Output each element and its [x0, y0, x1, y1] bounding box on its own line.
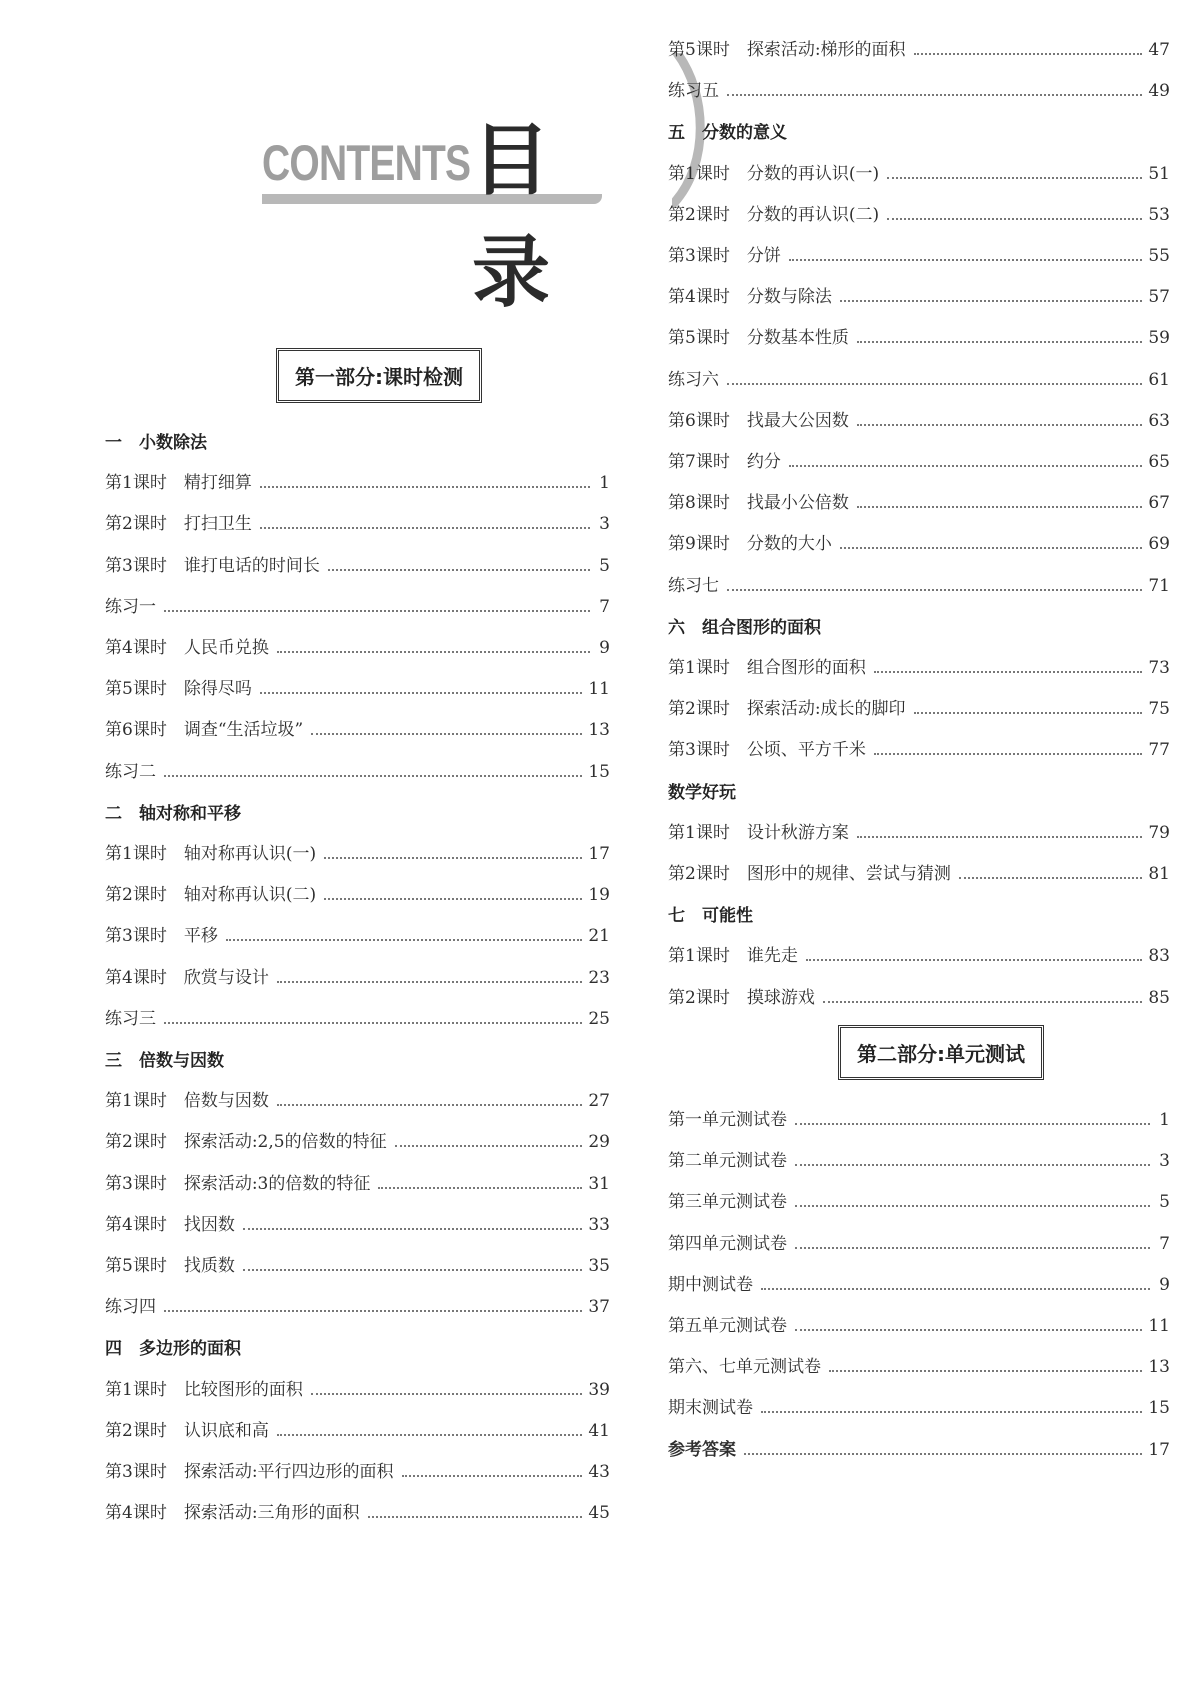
dot-leader — [164, 1022, 582, 1024]
toc-entry[interactable] — [668, 942, 1170, 966]
unit-title: 七 可能性 — [668, 906, 753, 927]
toc-entry-page: 37 — [588, 1297, 610, 1318]
toc-entry-page: 61 — [1148, 369, 1170, 390]
dot-leader — [277, 1104, 583, 1106]
dot-leader — [887, 218, 1142, 220]
toc-entry-page: 1 — [599, 473, 610, 494]
toc-entry-page: 19 — [588, 885, 610, 906]
toc-entry-label: 第1课时 组合图形的面积 — [668, 658, 866, 678]
toc-entry-page: 29 — [588, 1132, 610, 1153]
dot-leader — [789, 259, 1143, 261]
toc-entry-page: 1 — [1159, 1110, 1170, 1130]
toc-entry[interactable] — [668, 36, 1170, 60]
toc-entry-page: 57 — [1148, 287, 1170, 308]
toc-entry[interactable] — [668, 1436, 1170, 1460]
toc-entry[interactable] — [668, 695, 1170, 719]
toc-entry-label: 第3课时 分饼 — [668, 246, 781, 266]
toc-entry[interactable] — [105, 1293, 610, 1317]
toc-entry-label: 第1课时 设计秋游方案 — [668, 822, 849, 843]
dot-leader — [874, 671, 1143, 673]
dot-leader — [395, 1145, 583, 1147]
toc-entry-label: 练习一 — [105, 596, 156, 617]
toc-entry[interactable] — [105, 758, 610, 782]
toc-entry-page: 81 — [1148, 864, 1170, 884]
toc-entry-label: 第5课时 除得尽吗 — [105, 679, 252, 700]
toc-entry-label: 第2课时 探索活动:2,5的倍数的特征 — [105, 1132, 387, 1153]
toc-entry[interactable] — [105, 1458, 610, 1482]
toc-entry[interactable] — [668, 366, 1170, 390]
toc-entry-label: 第3课时 公顷、平方千米 — [668, 740, 866, 761]
toc-entry-page: 67 — [1148, 493, 1170, 514]
toc-entry-label: 第1课时 精打细算 — [105, 473, 252, 494]
toc-entry-label: 第3课时 谁打电话的时间长 — [105, 555, 320, 576]
toc-entry-label: 第四单元测试卷 — [668, 1233, 787, 1254]
dot-leader — [378, 1187, 582, 1189]
toc-entry-page: 35 — [588, 1256, 610, 1276]
toc-entry-label: 第4课时 分数与除法 — [668, 287, 832, 308]
unit-title: 二 轴对称和平移 — [105, 803, 241, 824]
toc-entry-page: 9 — [1159, 1274, 1170, 1295]
toc-entry-label: 第一单元测试卷 — [668, 1110, 787, 1130]
toc-entry[interactable] — [105, 634, 610, 658]
toc-entry[interactable] — [668, 1230, 1170, 1254]
dot-leader — [402, 1475, 583, 1477]
unit-title: 五 分数的意义 — [668, 123, 787, 144]
dot-leader — [277, 651, 590, 653]
toc-entry-page: 5 — [599, 555, 610, 576]
toc-entry[interactable] — [105, 881, 610, 905]
toc-entry-page: 5 — [1159, 1192, 1170, 1213]
toc-entry-page: 23 — [588, 967, 610, 988]
toc-entry-page: 75 — [1148, 699, 1170, 720]
toc-entry-page: 33 — [588, 1214, 610, 1235]
toc-entry-label: 第2课时 探索活动:成长的脚印 — [668, 699, 906, 720]
toc-entry-label: 第2课时 摸球游戏 — [668, 987, 815, 1008]
toc-entry-page: 7 — [1159, 1233, 1170, 1254]
toc-entry-label: 第3课时 平移 — [105, 926, 218, 947]
toc-entry-page: 17 — [588, 844, 610, 864]
toc-entry-label: 第2课时 打扫卫生 — [105, 514, 252, 535]
toc-entry-label: 第三单元测试卷 — [668, 1192, 787, 1213]
toc-entry[interactable] — [105, 1170, 610, 1194]
toc-entry[interactable] — [668, 1353, 1170, 1377]
toc-entry[interactable] — [105, 964, 610, 988]
dot-leader — [914, 712, 1143, 714]
toc-entry-page: 65 — [1148, 452, 1170, 472]
dot-leader — [243, 1228, 583, 1230]
toc-entry-page: 59 — [1148, 328, 1170, 349]
toc-entry-label: 第7课时 约分 — [668, 452, 781, 472]
toc-entry-page: 9 — [599, 638, 610, 658]
toc-entry-label: 第5课时 找质数 — [105, 1256, 235, 1276]
toc-entry-page: 3 — [1159, 1151, 1170, 1172]
toc-entry-page: 51 — [1148, 163, 1170, 184]
dot-leader — [164, 610, 590, 612]
dot-leader — [277, 981, 583, 983]
toc-entry[interactable] — [105, 1005, 610, 1029]
unit-title: 数学好玩 — [668, 782, 736, 803]
toc-entry[interactable] — [105, 552, 610, 576]
toc-entry-label: 第2课时 认识底和高 — [105, 1420, 269, 1441]
toc-entry[interactable] — [105, 675, 610, 699]
dot-leader — [914, 53, 1143, 55]
toc-entry-page: 41 — [588, 1420, 610, 1441]
toc-entry-label: 期末测试卷 — [668, 1398, 753, 1419]
dot-leader — [744, 1453, 1142, 1455]
toc-entry-label: 第5课时 分数基本性质 — [668, 328, 849, 349]
contents-header — [262, 48, 612, 318]
dot-leader — [761, 1288, 1150, 1290]
toc-entry-page: 85 — [1148, 987, 1170, 1008]
unit-title: 六 组合图形的面积 — [668, 617, 821, 638]
toc-entry-label: 第2课时 图形中的规律、尝试与猜测 — [668, 864, 951, 884]
toc-entry[interactable] — [668, 1394, 1170, 1418]
dot-leader — [823, 1001, 1143, 1003]
toc-entry-page: 15 — [1148, 1398, 1170, 1419]
toc-entry-page: 55 — [1148, 246, 1170, 266]
toc-entry[interactable] — [668, 283, 1170, 307]
toc-entry[interactable] — [105, 1417, 610, 1441]
toc-entry-page: 15 — [588, 761, 610, 782]
toc-entry-page: 13 — [1148, 1357, 1170, 1378]
dot-leader — [226, 939, 583, 941]
toc-entry-page: 39 — [588, 1379, 610, 1400]
dot-leader — [806, 959, 1143, 961]
toc-entry-label: 第五单元测试卷 — [668, 1316, 787, 1336]
toc-entry-page: 69 — [1148, 534, 1170, 555]
toc-entry[interactable] — [668, 77, 1170, 101]
toc-entry-label: 第1课时 比较图形的面积 — [105, 1379, 303, 1400]
toc-entry-label: 第二单元测试卷 — [668, 1151, 787, 1172]
dot-leader — [368, 1516, 583, 1518]
toc-entry[interactable] — [668, 530, 1170, 554]
toc-entry[interactable] — [105, 1376, 610, 1400]
toc-entry[interactable] — [668, 324, 1170, 348]
dot-leader — [795, 1329, 1142, 1331]
dot-leader — [857, 424, 1143, 426]
toc-entry-label: 练习三 — [105, 1008, 156, 1029]
toc-entry-label: 第2课时 分数的再认识(二) — [668, 204, 880, 225]
toc-entry-label: 第4课时 欣赏与设计 — [105, 967, 269, 988]
toc-entry-page: 17 — [1148, 1439, 1170, 1460]
toc-entry[interactable] — [668, 572, 1170, 596]
toc-entry[interactable] — [668, 1312, 1170, 1336]
dot-leader — [164, 1310, 582, 1312]
toc-entry-page: 79 — [1148, 822, 1170, 843]
dot-leader — [727, 589, 1142, 591]
dot-leader — [829, 1370, 1142, 1372]
toc-entry[interactable] — [668, 819, 1170, 843]
toc-entry-page: 11 — [1148, 1316, 1170, 1336]
toc-entry[interactable] — [668, 448, 1170, 472]
toc-entry[interactable] — [105, 1211, 610, 1235]
toc-entry-label: 练习四 — [105, 1297, 156, 1318]
dot-leader — [260, 486, 590, 488]
toc-entry-page: 73 — [1148, 658, 1170, 678]
dot-leader — [789, 465, 1143, 467]
toc-entry[interactable] — [105, 510, 610, 534]
dot-leader — [959, 877, 1143, 879]
toc-entry-label: 第4课时 探索活动:三角形的面积 — [105, 1503, 360, 1524]
toc-entry[interactable] — [668, 201, 1170, 225]
toc-entry-label: 第8课时 找最小公倍数 — [668, 493, 849, 514]
dot-leader — [260, 692, 583, 694]
toc-entry-label: 第6课时 调查“生活垃圾” — [105, 720, 304, 741]
header-chinese-title: 目录 — [472, 116, 573, 318]
dot-leader — [311, 733, 582, 735]
toc-entry-label: 第1课时 谁先走 — [668, 946, 798, 967]
toc-entry[interactable] — [668, 407, 1170, 431]
dot-leader — [887, 177, 1142, 179]
toc-entry-page: 11 — [588, 679, 610, 700]
toc-entry-page: 7 — [599, 596, 610, 617]
toc-entry-label: 练习七 — [668, 575, 719, 596]
toc-entry[interactable] — [105, 1499, 610, 1523]
toc-entry[interactable] — [668, 1147, 1170, 1171]
dot-leader — [164, 775, 582, 777]
toc-entry-page: 53 — [1148, 204, 1170, 225]
dot-leader — [311, 1393, 583, 1395]
toc-entry-label: 第1课时 分数的再认识(一) — [668, 163, 880, 184]
dot-leader — [857, 836, 1143, 838]
toc-entry-page: 21 — [588, 926, 610, 947]
toc-entry-label: 第1课时 倍数与因数 — [105, 1091, 269, 1112]
toc-entry[interactable] — [668, 1106, 1170, 1130]
toc-entry[interactable] — [668, 489, 1170, 513]
dot-leader — [328, 569, 590, 571]
dot-leader — [840, 300, 1143, 302]
toc-entry-label: 第5课时 探索活动:梯形的面积 — [668, 40, 906, 60]
unit-title: 四 多边形的面积 — [105, 1339, 241, 1360]
toc-entry-label: 第3课时 探索活动:平行四边形的面积 — [105, 1462, 394, 1482]
toc-entry-page: 49 — [1148, 81, 1170, 102]
dot-leader — [260, 527, 590, 529]
toc-entry[interactable] — [668, 654, 1170, 678]
toc-entry[interactable] — [105, 1128, 610, 1152]
toc-entry[interactable] — [105, 593, 610, 617]
dot-leader — [277, 1434, 583, 1436]
toc-entry-label: 练习五 — [668, 81, 719, 102]
toc-entry[interactable] — [105, 922, 610, 946]
toc-entry-label: 练习二 — [105, 761, 156, 782]
toc-entry-page: 71 — [1148, 575, 1170, 596]
toc-entry[interactable] — [668, 1271, 1170, 1295]
dot-leader — [795, 1164, 1150, 1166]
toc-entry-label: 练习六 — [668, 369, 719, 390]
toc-entry[interactable] — [105, 840, 610, 864]
toc-entry-label: 第4课时 找因数 — [105, 1214, 235, 1235]
dot-leader — [324, 898, 582, 900]
toc-entry-page: 13 — [588, 720, 610, 741]
toc-entry-page: 43 — [588, 1462, 610, 1482]
part1-title: 第一部分:课时检测 — [276, 348, 482, 403]
unit-title: 一 小数除法 — [105, 433, 207, 453]
toc-entry[interactable] — [105, 469, 610, 493]
toc-entry-page: 77 — [1148, 740, 1170, 761]
toc-entry-label: 第2课时 轴对称再认识(二) — [105, 885, 317, 906]
toc-entry-page: 45 — [588, 1503, 610, 1524]
toc-entry-page: 47 — [1148, 40, 1170, 60]
toc-entry-label: 第4课时 人民币兑换 — [105, 638, 269, 658]
toc-entry-page: 63 — [1148, 410, 1170, 431]
toc-entry[interactable] — [668, 736, 1170, 760]
toc-entry[interactable] — [668, 242, 1170, 266]
part2-title: 第二部分:单元测试 — [838, 1025, 1044, 1080]
dot-leader — [243, 1269, 583, 1271]
unit-title: 三 倍数与因数 — [105, 1051, 224, 1071]
toc-entry-page: 3 — [599, 514, 610, 535]
toc-entry-page: 83 — [1148, 946, 1170, 967]
toc-entry[interactable] — [105, 716, 610, 740]
toc-entry[interactable] — [668, 1188, 1170, 1212]
toc-entry-label: 第六、七单元测试卷 — [668, 1357, 821, 1378]
dot-leader — [874, 753, 1143, 755]
dot-leader — [857, 341, 1143, 343]
toc-entry-page: 25 — [588, 1008, 610, 1029]
dot-leader — [727, 383, 1142, 385]
toc-entry-label: 参考答案 — [668, 1439, 736, 1460]
dot-leader — [761, 1411, 1142, 1413]
dot-leader — [727, 94, 1142, 96]
dot-leader — [795, 1247, 1150, 1249]
toc-entry[interactable] — [668, 984, 1170, 1008]
toc-entry[interactable] — [105, 1252, 610, 1276]
header-english-title: CONTENTS — [262, 135, 471, 191]
dot-leader — [324, 857, 582, 859]
toc-entry[interactable] — [668, 160, 1170, 184]
dot-leader — [840, 547, 1143, 549]
toc-entry[interactable] — [105, 1087, 610, 1111]
dot-leader — [795, 1123, 1150, 1125]
dot-leader — [857, 506, 1143, 508]
toc-entry-label: 第9课时 分数的大小 — [668, 534, 832, 555]
dot-leader — [795, 1205, 1150, 1207]
toc-entry-page: 27 — [588, 1091, 610, 1112]
toc-entry[interactable] — [668, 860, 1170, 884]
toc-entry-label: 第6课时 找最大公因数 — [668, 410, 849, 431]
toc-entry-label: 第3课时 探索活动:3的倍数的特征 — [105, 1173, 371, 1194]
toc-entry-label: 期中测试卷 — [668, 1274, 753, 1295]
toc-entry-label: 第1课时 轴对称再认识(一) — [105, 844, 317, 864]
toc-entry-page: 31 — [588, 1173, 610, 1194]
